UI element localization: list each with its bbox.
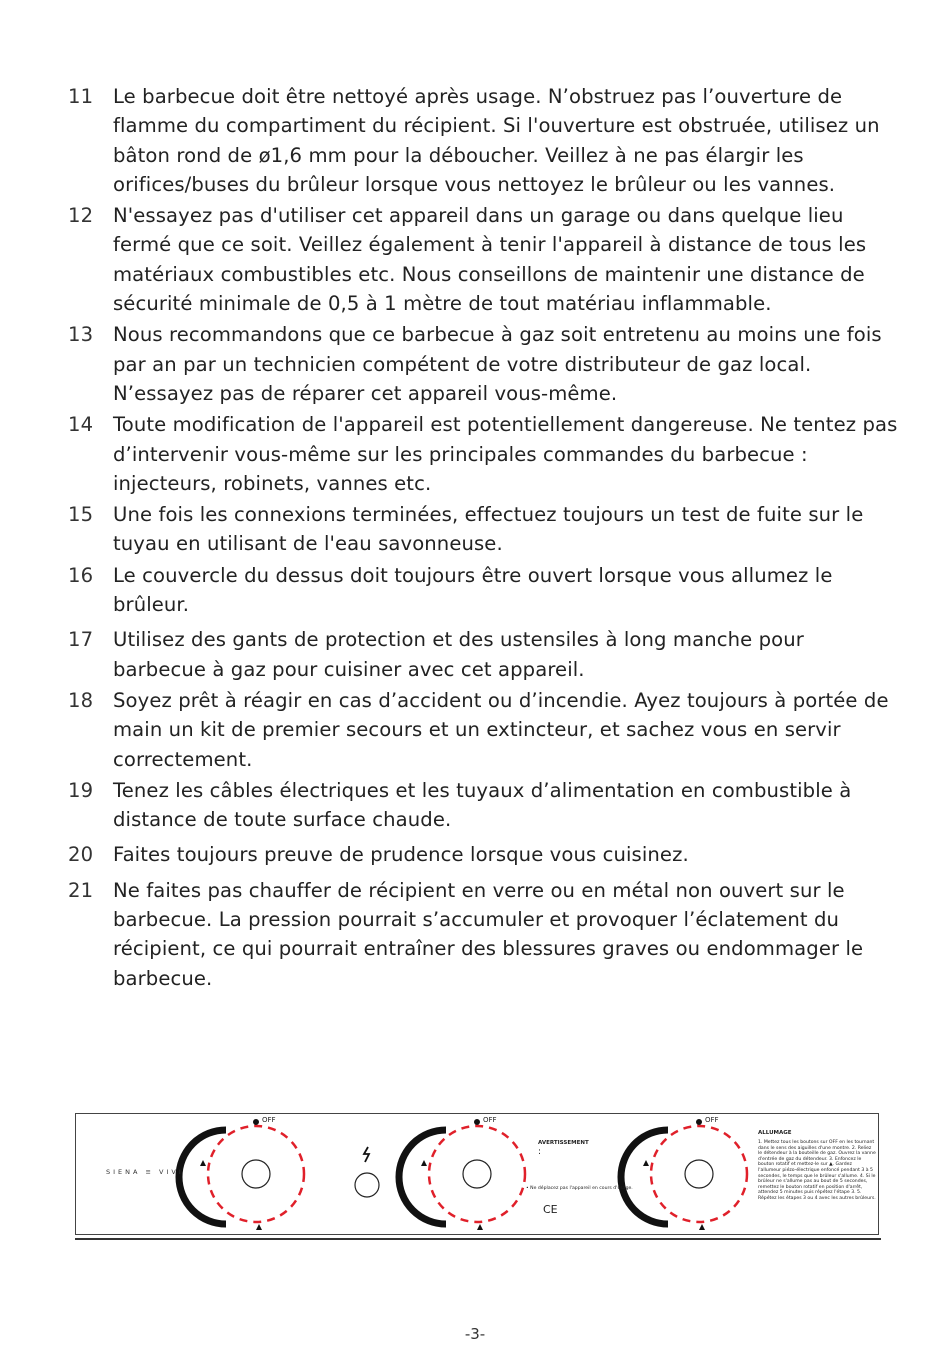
ignition-steps: 1. Mettez tous les boutons sur OFF en les tournant dans le sens des aiguilles d'une montre. 2. Reliez le détendeur à la bouteille de gaz. Ouvrez la vanne d'entrée de gaz du détendeur. 3. Enfoncez le bouton rotatif et mettez-le sur ▲. Gardez l'allumeur piézo-électrique enfoncé pendant 3 à 5 secondes, le temps que le brûleur s'allume. 4. Si le brûleur ne s'allume pas au bout de 5 secondes, remettez le bouton rotatif en position d'arrêt, attendez 5 minutes puis répétez l'étape 3. 5. Répétez les étapes 3 ou 4 avec les autres brûleurs. xyxy=(758,1140,876,1201)
list-item xyxy=(68,82,898,199)
ignition-title: ALLUMAGE xyxy=(758,1130,792,1136)
page-number: -3- xyxy=(464,1325,486,1343)
warning-text: • Ne déplacez pas l'appareil en cours d'usage. xyxy=(526,1186,633,1191)
burner-knob-1 xyxy=(179,1119,304,1230)
control-panel-diagram xyxy=(75,1113,879,1235)
item-text: Le couvercle du dessus doit toujours être ouvert lorsque vous allumez le brûleur. xyxy=(113,563,833,617)
item-number: 19 xyxy=(68,778,94,802)
igniter-button xyxy=(355,1147,379,1197)
warning-colon: : xyxy=(538,1147,542,1157)
list-item xyxy=(68,776,898,835)
burner-knob-2 xyxy=(399,1119,525,1230)
item-text: Ne faites pas chauffer de récipient en verre ou en métal non ouvert sur le barbecue. La pression pourrait s’accumuler et provoquer l’éclatement du récipient, ce qui pourrait entraîner des blessures graves ou endommager le barbecue. xyxy=(113,878,864,990)
list-item xyxy=(68,320,898,408)
list-item xyxy=(68,561,898,620)
burner-knob-3 xyxy=(621,1119,747,1230)
item-number: 18 xyxy=(68,688,94,712)
item-text: Une fois les connexions terminées, effectuez toujours un test de fuite sur le tuyau en utilisant de l'eau savonneuse. xyxy=(113,503,864,556)
item-text: Utilisez des gants de protection et des ustensiles à long manche pour barbecue à gaz pour cuisiner avec cet appareil. xyxy=(113,628,804,681)
item-text: Nous recommandons que ce barbecue à gaz soit entretenu au moins une fois par an par un technicien compétent de votre distributeur de gaz local. N’essayez pas de réparer cet appareil vous-même. xyxy=(113,323,882,405)
ce-mark: CE xyxy=(543,1203,558,1216)
item-number: 13 xyxy=(68,323,94,347)
list-item xyxy=(68,686,898,774)
list-item xyxy=(68,840,898,869)
list-item xyxy=(68,625,898,684)
item-number: 17 xyxy=(68,628,94,652)
list-item xyxy=(68,201,898,318)
item-text: Toute modification de l'appareil est potentiellement dangereuse. Ne tentez pas d’intervenir vous-même sur les principales commandes du barbecue : injecteurs, robinets, vannes etc. xyxy=(113,413,898,495)
panel-bottom-edge xyxy=(75,1238,881,1240)
off-label: OFF xyxy=(262,1116,276,1124)
item-number: 15 xyxy=(68,503,94,527)
item-number: 12 xyxy=(68,204,94,228)
item-text: Faites toujours preuve de prudence lorsque vous cuisinez. xyxy=(113,843,689,867)
item-text: N'essayez pas d'utiliser cet appareil dans un garage ou dans quelque lieu fermé que ce soit. Veillez également à tenir l'appareil à distance de tous les matériaux combustibles etc. Nous conseillons de maintenir une distance de sécurité minimale de 0,5 à 1 mètre de tout matériau inflammable. xyxy=(113,204,867,316)
list-item xyxy=(68,876,898,993)
item-number: 11 xyxy=(68,85,94,108)
brand-logo: SIENA ≡ VIVI xyxy=(106,1168,184,1176)
item-text: Le barbecue doit être nettoyé après usage. N’obstruez pas l’ouverture de flamme du compartiment du récipient. Si l'ouverture est obstruée, utilisez un bâton rond de ø1,6 mm pour la déboucher. Veillez à ne pas élargir les orifices/buses du brûleur lorsque vous nettoyez le brûleur ou les vannes. xyxy=(113,85,880,196)
item-number: 14 xyxy=(68,413,94,437)
off-label: OFF xyxy=(705,1116,719,1124)
list-item xyxy=(68,410,898,498)
item-number: 21 xyxy=(68,878,94,902)
safety-instructions-list xyxy=(68,82,898,993)
list-item xyxy=(68,500,898,559)
item-text: Tenez les câbles électriques et les tuyaux d’alimentation en combustible à distance de toute surface chaude. xyxy=(113,778,852,832)
off-label: OFF xyxy=(483,1116,497,1124)
warning-title: AVERTISSEMENT xyxy=(538,1140,589,1146)
item-number: 16 xyxy=(68,563,94,587)
item-number: 20 xyxy=(68,843,94,867)
item-text: Soyez prêt à réagir en cas d’accident ou d’incendie. Ayez toujours à portée de main un kit de premier secours et un extincteur, et sachez vous en servir correctement. xyxy=(113,688,889,771)
